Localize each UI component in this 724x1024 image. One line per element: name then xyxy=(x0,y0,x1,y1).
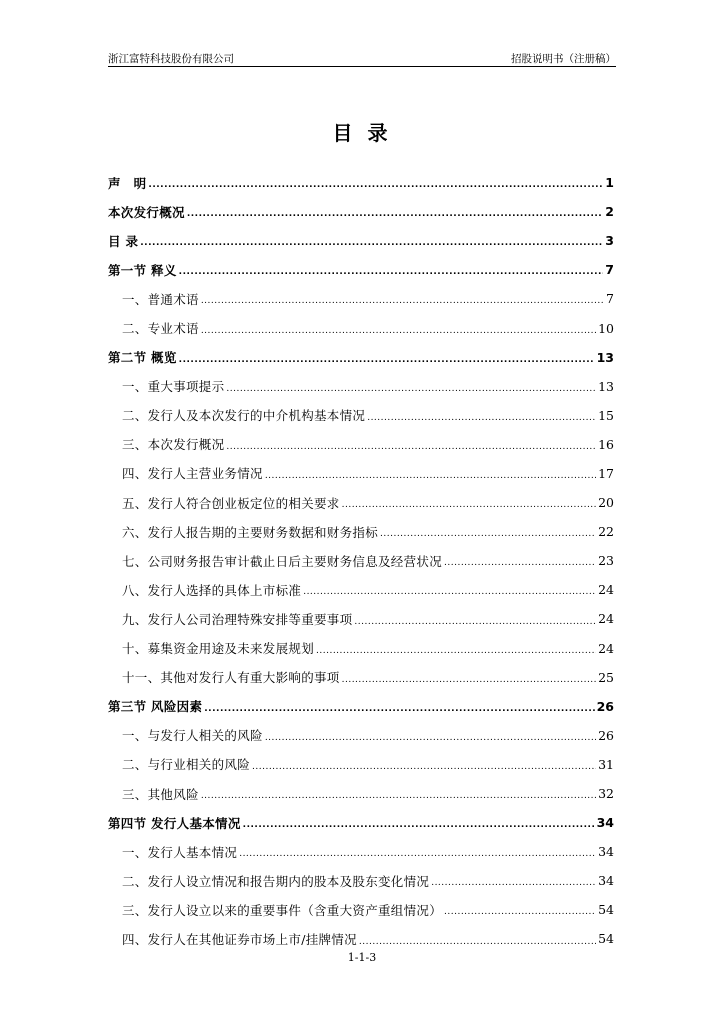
toc-entry-page: 34 xyxy=(596,815,614,831)
toc-entry-page: 13 xyxy=(596,349,614,365)
toc-section-entry[interactable] xyxy=(108,313,614,342)
toc-entry-label: 第一节 释义 xyxy=(108,262,177,278)
toc-section-entry[interactable] xyxy=(108,401,614,430)
toc-entry-label: 二、发行人及本次发行的中介机构基本情况 xyxy=(122,408,366,424)
toc-entry-page: 13 xyxy=(598,378,614,394)
toc-entry-label: 四、发行人在其他证券市场上市/挂牌情况 xyxy=(122,931,357,947)
page-title: 目 录 xyxy=(332,121,392,145)
page-number: 1-1-3 xyxy=(347,951,377,964)
toc-entry-page: 34 xyxy=(598,873,614,889)
toc-section-entry[interactable] xyxy=(108,750,614,779)
toc-dot-leader xyxy=(444,558,596,575)
toc-chapter-entry[interactable] xyxy=(108,197,614,226)
toc-entry-page: 2 xyxy=(605,204,614,220)
toc-entry-page: 23 xyxy=(598,553,614,569)
toc-dot-leader xyxy=(367,413,596,430)
toc-entry-page: 16 xyxy=(598,436,614,452)
toc-entry-page: 34 xyxy=(598,844,614,860)
document-type: 招股说明书（注册稿） xyxy=(511,53,616,65)
toc-dot-leader xyxy=(380,529,596,546)
toc-dot-leader xyxy=(354,617,596,634)
toc-entry-label: 一、普通术语 xyxy=(122,291,199,307)
toc-section-entry[interactable] xyxy=(108,837,614,866)
toc-entry-label: 二、与行业相关的风险 xyxy=(122,757,251,773)
toc-section-entry[interactable] xyxy=(108,604,614,633)
toc-entry-label: 声 明 xyxy=(108,175,147,191)
toc-entry-label: 一、与发行人相关的风险 xyxy=(122,728,263,744)
toc-entry-page: 26 xyxy=(596,698,614,714)
toc-dot-leader xyxy=(316,646,596,663)
toc-section-entry[interactable] xyxy=(108,779,614,808)
toc-section-entry[interactable] xyxy=(108,284,614,313)
toc-entry-label: 第三节 风险因素 xyxy=(108,699,203,715)
toc-dot-leader xyxy=(140,238,603,255)
toc-section-entry[interactable] xyxy=(108,663,614,692)
toc-entry-page: 31 xyxy=(598,756,614,772)
toc-chapter-entry[interactable] xyxy=(108,343,614,372)
toc-entry-label: 四、发行人主营业务情况 xyxy=(122,466,263,482)
toc-entry-label: 十一、其他对发行人有重大影响的事项 xyxy=(122,670,340,686)
toc-entry-page: 26 xyxy=(598,727,614,743)
toc-entry-page: 7 xyxy=(605,262,614,278)
header-divider xyxy=(108,66,616,67)
toc-dot-leader xyxy=(303,587,596,604)
toc-chapter-entry[interactable] xyxy=(108,255,614,284)
toc-entry-label: 六、发行人报告期的主要财务数据和财务指标 xyxy=(122,524,379,540)
toc-dot-leader xyxy=(431,878,596,895)
toc-entry-page: 32 xyxy=(598,786,614,802)
toc-dot-leader xyxy=(243,820,595,837)
toc-entry-label: 九、发行人公司治理特殊安排等重要事项 xyxy=(122,611,353,627)
toc-dot-leader xyxy=(252,762,596,779)
toc-section-entry[interactable] xyxy=(108,488,614,517)
toc-dot-leader xyxy=(201,296,604,313)
toc-entry-page: 54 xyxy=(598,902,614,918)
toc-section-entry[interactable] xyxy=(108,866,614,895)
toc-entry-label: 目 录 xyxy=(108,233,139,249)
table-of-contents xyxy=(108,168,614,954)
toc-chapter-entry[interactable] xyxy=(108,692,614,721)
toc-dot-leader xyxy=(226,442,596,459)
toc-section-entry[interactable] xyxy=(108,575,614,604)
toc-entry-label: 三、本次发行概况 xyxy=(122,437,225,453)
toc-dot-leader xyxy=(265,733,596,750)
toc-chapter-entry[interactable] xyxy=(108,808,614,837)
toc-entry-label: 十、募集资金用途及未来发展规划 xyxy=(122,641,315,657)
toc-entry-page: 22 xyxy=(598,524,614,540)
toc-entry-page: 25 xyxy=(598,669,614,685)
toc-entry-page: 3 xyxy=(605,233,614,249)
toc-entry-label: 第二节 概览 xyxy=(108,350,177,366)
toc-dot-leader xyxy=(179,267,604,284)
toc-dot-leader xyxy=(444,907,596,924)
toc-dot-leader xyxy=(187,209,603,226)
toc-entry-label: 一、发行人基本情况 xyxy=(122,844,238,860)
toc-dot-leader xyxy=(148,180,603,197)
toc-section-entry[interactable] xyxy=(108,546,614,575)
toc-dot-leader xyxy=(265,471,596,488)
toc-dot-leader xyxy=(201,326,596,343)
toc-section-entry[interactable] xyxy=(108,372,614,401)
toc-entry-page: 17 xyxy=(598,465,614,481)
toc-dot-leader xyxy=(342,500,596,517)
toc-dot-leader xyxy=(342,675,596,692)
toc-entry-page: 1 xyxy=(605,175,614,191)
toc-entry-label: 五、发行人符合创业板定位的相关要求 xyxy=(122,495,340,511)
toc-entry-label: 第四节 发行人基本情况 xyxy=(108,815,241,831)
toc-section-entry[interactable] xyxy=(108,721,614,750)
toc-dot-leader xyxy=(179,355,595,372)
toc-entry-label: 三、发行人设立以来的重要事件（含重大资产重组情况） xyxy=(122,902,443,918)
toc-entry-page: 10 xyxy=(598,320,614,336)
toc-entry-page: 54 xyxy=(598,931,614,947)
toc-section-entry[interactable] xyxy=(108,895,614,924)
toc-section-entry[interactable] xyxy=(108,430,614,459)
toc-entry-page: 24 xyxy=(598,640,614,656)
toc-entry-page: 7 xyxy=(606,291,614,307)
toc-section-entry[interactable] xyxy=(108,924,614,953)
toc-dot-leader xyxy=(201,791,596,808)
toc-entry-label: 本次发行概况 xyxy=(108,204,185,220)
toc-entry-page: 20 xyxy=(598,495,614,511)
toc-entry-page: 15 xyxy=(598,407,614,423)
toc-section-entry[interactable] xyxy=(108,459,614,488)
toc-entry-label: 一、重大事项提示 xyxy=(122,379,225,395)
toc-section-entry[interactable] xyxy=(108,634,614,663)
toc-dot-leader xyxy=(226,384,596,401)
toc-entry-label: 二、发行人设立情况和报告期内的股本及股东变化情况 xyxy=(122,873,430,889)
toc-dot-leader xyxy=(239,849,596,866)
toc-entry-page: 24 xyxy=(598,611,614,627)
toc-chapter-entry[interactable] xyxy=(108,168,614,197)
toc-entry-label: 八、发行人选择的具体上市标准 xyxy=(122,582,302,598)
toc-entry-label: 七、公司财务报告审计截止日后主要财务信息及经营状况 xyxy=(122,553,443,569)
company-name: 浙江富特科技股份有限公司 xyxy=(108,53,234,65)
toc-chapter-entry[interactable] xyxy=(108,226,614,255)
toc-dot-leader xyxy=(204,704,594,721)
toc-entry-page: 24 xyxy=(598,582,614,598)
page-header xyxy=(108,49,616,65)
toc-entry-label: 三、其他风险 xyxy=(122,786,199,802)
toc-entry-label: 二、专业术语 xyxy=(122,321,199,337)
toc-section-entry[interactable] xyxy=(108,517,614,546)
